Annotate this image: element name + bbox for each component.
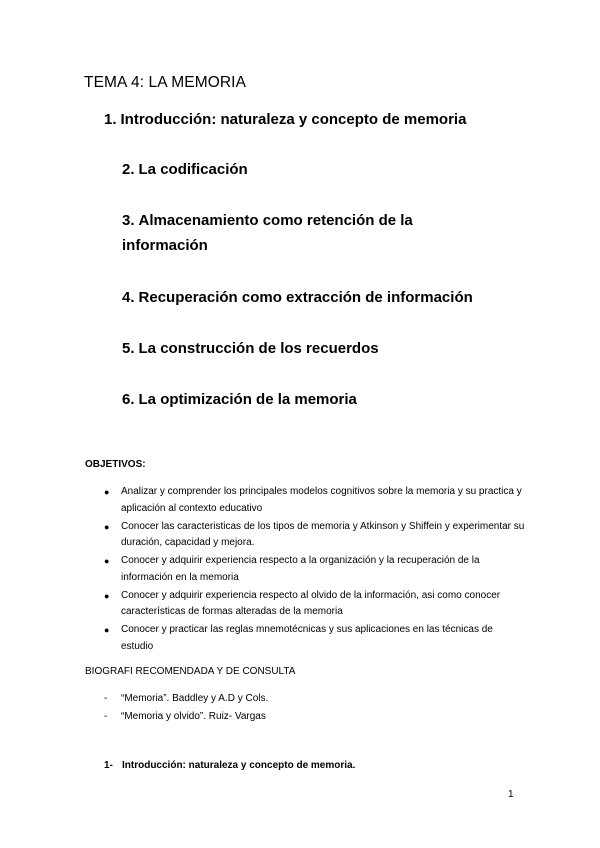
objective-item bbox=[85, 553, 525, 586]
bullet-icon: ● bbox=[104, 556, 110, 566]
toc-item-4 bbox=[122, 285, 502, 310]
bibliography-text: “Memoria”. Baddley y A.D y Cols. bbox=[121, 693, 269, 704]
toc-text: La construcción de los recuerdos bbox=[138, 340, 379, 357]
objective-text: Conocer y practicar las reglas mnemotécnicas y sus aplicaciones en las técnicas de estudio bbox=[121, 624, 493, 652]
bibliography-item bbox=[85, 708, 525, 726]
toc-item-2 bbox=[122, 157, 502, 182]
objective-text: Conocer y adquirir experiencia respecto a la organización y la recuperación de la información en la memoria bbox=[121, 555, 480, 583]
objectives-heading: OBJETIVOS: bbox=[85, 459, 146, 470]
toc-text: La optimización de la memoria bbox=[138, 391, 357, 408]
bullet-icon: ● bbox=[104, 625, 110, 635]
dash-marker: - bbox=[104, 693, 108, 704]
dash-marker: - bbox=[104, 711, 108, 722]
objective-item bbox=[85, 519, 525, 552]
objective-text: Analizar y comprender los principales modelos cognitivos sobre la memoria y su practica y aplicación al contexto educativo bbox=[121, 486, 522, 514]
section-heading bbox=[104, 760, 355, 771]
section-title: Introducción: naturaleza y concepto de memoria. bbox=[122, 760, 356, 771]
toc-item-5 bbox=[122, 336, 502, 361]
bullet-icon: ● bbox=[104, 521, 110, 532]
toc-text: Introducción: naturaleza y concepto de memoria bbox=[120, 111, 467, 128]
toc-item-3 bbox=[122, 208, 452, 258]
bibliography-list bbox=[85, 690, 525, 726]
bibliography-item bbox=[85, 690, 525, 708]
objectives-list bbox=[85, 484, 525, 657]
bullet-icon: ● bbox=[104, 590, 110, 601]
bibliography-heading: BIOGRAFI RECOMENDADA Y DE CONSULTA bbox=[85, 666, 296, 677]
toc-item-6 bbox=[122, 387, 502, 412]
bibliography-text: “Memoria y olvido”. Ruiz- Vargas bbox=[121, 711, 266, 722]
objective-item bbox=[85, 588, 525, 621]
toc-text: Recuperación como extracción de información bbox=[138, 289, 473, 306]
objective-text: Conocer y adquirir experiencia respecto al olvido de la información, asi como conocer características de formas alteradas de la memoria bbox=[121, 589, 501, 617]
toc-text: La codificación bbox=[138, 161, 248, 178]
section-number: 1- bbox=[104, 760, 113, 771]
toc-number: 1. bbox=[104, 111, 117, 128]
toc-number: 6. bbox=[122, 391, 135, 408]
toc-number: 3. bbox=[122, 212, 135, 229]
bullet-icon: ● bbox=[104, 487, 110, 497]
toc-number: 2. bbox=[122, 161, 135, 178]
toc-text: Almacenamiento como retención de la información bbox=[122, 212, 413, 254]
objective-item bbox=[85, 484, 525, 517]
toc-item-1 bbox=[104, 107, 524, 132]
document-title: TEMA 4: LA MEMORIA bbox=[84, 74, 247, 91]
toc-number: 4. bbox=[122, 289, 135, 306]
toc-number: 5. bbox=[122, 340, 135, 357]
objective-text: Conocer las caracteristicas de los tipos de memoria y Atkinson y Shiffein y experimentar su duración, capacidad y mejora. bbox=[121, 520, 525, 548]
objective-item bbox=[85, 622, 525, 655]
page-number: 1 bbox=[508, 789, 514, 800]
